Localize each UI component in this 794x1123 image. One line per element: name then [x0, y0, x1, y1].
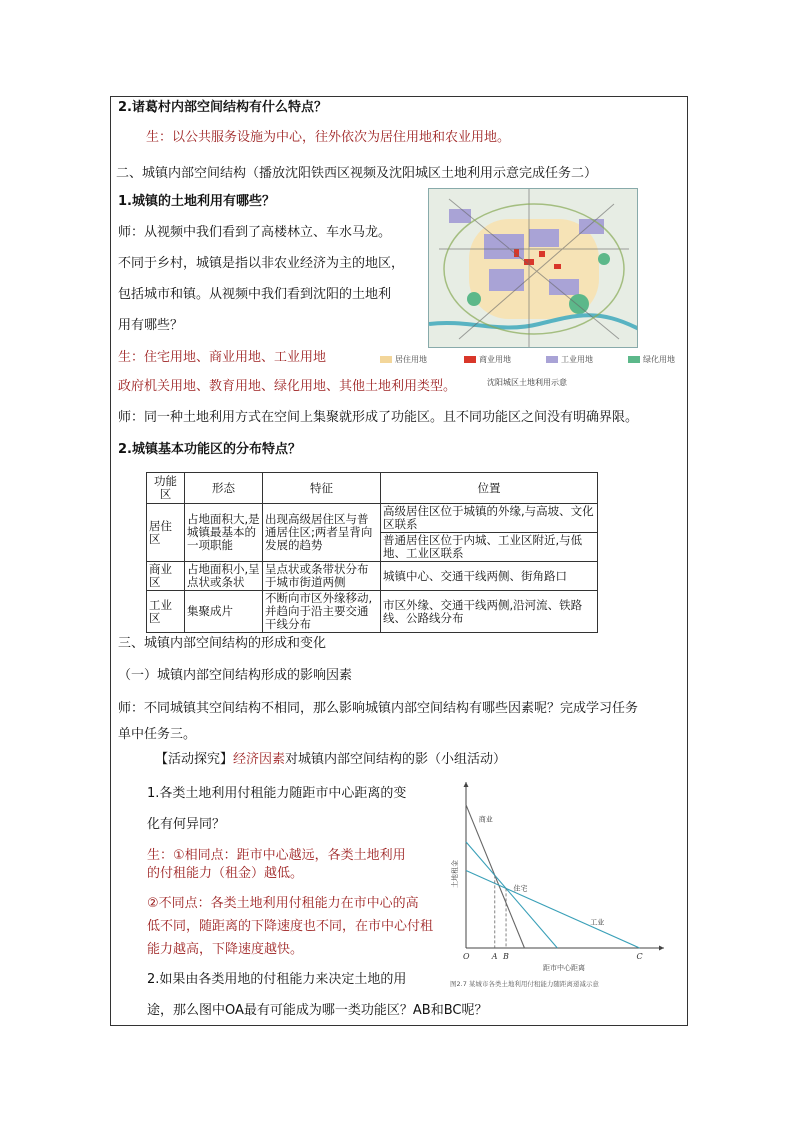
- activity-prefix: 【活动探究】: [155, 752, 234, 767]
- zone-location: 高级居住区位于城镇的外缘,与高坡、文化区联系: [381, 504, 598, 533]
- s2-answer-line1: 生：住宅用地、商业用地、工业用地: [118, 350, 327, 365]
- section3-title: 三、城镇内部空间结构的形成和变化: [118, 636, 327, 651]
- map-image: [429, 189, 638, 348]
- s2-teacher-line5: 师：同一种土地利用方式在空间上集聚就形成了功能区。且不同功能区之间没有明确界限。: [118, 410, 639, 425]
- zone-form: 占地面积小,呈点状或条状: [185, 562, 263, 591]
- s3-q2-line1: 2.如果由各类用地的付租能力来决定土地的用: [147, 972, 407, 987]
- sub1-title: （一）城镇内部空间结构形成的影响因素: [118, 668, 353, 683]
- legend-commercial: [464, 354, 511, 365]
- zone-location: 普通居住区位于内城、工业区附近,与低地、工业区联系: [381, 533, 598, 562]
- s3-a1-line2: 的付租能力（租金）越低。: [147, 866, 304, 881]
- legend-swatch: [628, 356, 640, 363]
- s3-a2-line3: 能力越高，下降速度越快。: [147, 942, 304, 957]
- series-label-commercial: 商业: [478, 815, 493, 824]
- zone-form: 集聚成片: [185, 591, 263, 633]
- table-row: [147, 504, 598, 533]
- s2-teacher-line2: 不同于乡村，城镇是指以非农业经济为主的地区，: [118, 256, 405, 271]
- series-label-residential: 住宅: [513, 884, 528, 893]
- series-label-industrial: 工业: [590, 918, 605, 927]
- zone-feature: 不断向市区外缘移动,并趋向于沿主要交通干线分布: [263, 591, 381, 633]
- s3-q1-line1: 1.各类土地利用付租能力随距市中心距离的变: [147, 786, 407, 801]
- table-header-row: [147, 473, 598, 504]
- s3-a2-line2: 低不同，随距离的下降速度也不同，在市中心付租: [147, 919, 434, 934]
- x-tick-label: B: [503, 952, 509, 961]
- table-header: 特征: [263, 473, 381, 504]
- x-tick-label: O: [463, 952, 470, 961]
- s3-q2-line2: 途，那么图中OA最有可能成为哪一类功能区？AB和BC呢？: [147, 1003, 488, 1018]
- s3-teacher-line1: 师：不同城镇其空间结构不相同，那么影响城镇内部空间结构有哪些因素呢？完成学习任务: [118, 701, 639, 716]
- s3-q1-line2: 化有何异同？: [147, 817, 226, 832]
- zone-feature: 出现高级居住区与普通居住区;两者呈背向发展的趋势: [263, 504, 381, 562]
- series-line-2: [466, 871, 640, 948]
- zone-name: 商业区: [147, 562, 185, 591]
- s2-question2: 2.城镇基本功能区的分布特点？: [118, 442, 301, 457]
- shenyang-land-use-map: [428, 188, 638, 348]
- q2-title: 2.诸葛村内部空间结构有什么特点？: [118, 100, 327, 115]
- legend-label: 商业用地: [479, 355, 511, 364]
- zone-name: 工业区: [147, 591, 185, 633]
- s2-teacher-line3: 包括城市和镇。从视频中我们看到沈阳的土地利: [118, 287, 392, 302]
- bid-rent-chart: [448, 778, 670, 988]
- y-axis-arrow: [464, 782, 469, 787]
- legend-label: 工业用地: [561, 355, 593, 364]
- legend-label: 居住用地: [395, 355, 427, 364]
- section2-title: 二、城镇内部空间结构（播放沈阳铁西区视频及沈阳城区土地利用示意完成任务二）: [116, 166, 598, 181]
- table-header: 形态: [185, 473, 263, 504]
- y-axis-label: 土地租金: [451, 860, 459, 888]
- x-tick-label: A: [491, 952, 498, 961]
- s2-teacher-line1: 师：从视频中我们看到了高楼林立、车水马龙。: [118, 225, 392, 240]
- s2-question1: 1.城镇的土地利用有哪些？: [118, 194, 275, 209]
- legend-industrial: [546, 354, 593, 365]
- activity-line: [155, 752, 506, 768]
- s2-answer-line2: 政府机关用地、教育用地、绿化用地、其他土地利用类型。: [118, 379, 457, 394]
- legend-swatch: [546, 356, 558, 363]
- table-header: 位置: [381, 473, 598, 504]
- q2-answer: 生：以公共服务设施为中心，往外依次为居住用地和农业用地。: [146, 130, 511, 145]
- x-axis-arrow: [659, 946, 664, 951]
- s2-teacher-line4: 用有哪些？: [118, 318, 184, 333]
- s3-a1-line1: 生：①相同点：距市中心越远，各类土地利用: [147, 848, 406, 863]
- legend-green: [628, 354, 675, 365]
- table-row: [147, 562, 598, 591]
- table-header: 功能区: [147, 473, 185, 504]
- activity-suffix: 对城镇内部空间结构的影（小组活动）: [285, 752, 507, 767]
- chart-caption: 图2.7 某城市各类土地利用付租能力随距离递减示意: [450, 980, 599, 988]
- map-caption: 沈阳城区土地利用示意: [487, 378, 567, 387]
- zone-location: 市区外缘、交通干线两侧,沿河流、铁路线、公路线分布: [381, 591, 598, 633]
- table-row: [147, 591, 598, 633]
- zone-form: 占地面积大,是城镇最基本的一项职能: [185, 504, 263, 562]
- x-axis-label: 距市中心距离: [543, 964, 585, 972]
- legend-residential: [380, 354, 427, 365]
- s3-teacher-line2: 单中任务三。: [118, 727, 197, 742]
- series-line-1: [466, 842, 557, 948]
- activity-keyword: 经济因素: [233, 752, 286, 767]
- legend-swatch: [380, 356, 392, 363]
- zone-location: 城镇中心、交通干线两侧、街角路口: [381, 562, 598, 591]
- function-zone-table: [146, 472, 598, 633]
- zone-feature: 呈点状或条带状分布于城市街道两侧: [263, 562, 381, 591]
- x-tick-label: C: [636, 952, 643, 961]
- legend-label: 绿化用地: [643, 355, 675, 364]
- zone-name: 居住区: [147, 504, 185, 562]
- legend-swatch: [464, 356, 476, 363]
- s3-a2-line1: ②不同点：各类土地利用付租能力在市中心的高: [147, 896, 419, 911]
